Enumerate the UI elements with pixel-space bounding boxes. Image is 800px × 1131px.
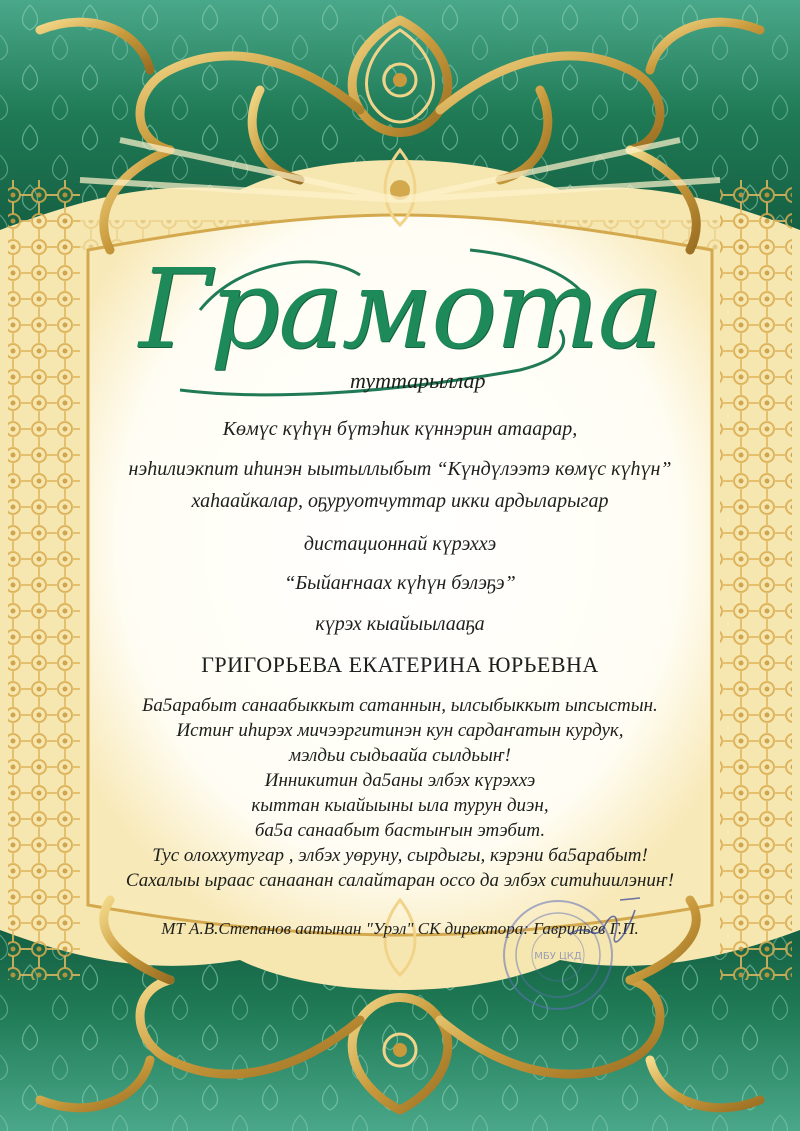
- intro-line-6: күрэх кыайыылааҕа: [315, 613, 485, 635]
- intro-line-5: “Быйаҥнаах күһүн бэлэҕэ”: [284, 572, 516, 594]
- signature-mark: [565, 890, 645, 960]
- svg-text:МБУ ЦКД: МБУ ЦКД: [534, 951, 582, 962]
- poem-line-7: Тус олоххутугар , элбэх уөруну, сырдыгы, кэрэни ба5арабыт!: [152, 845, 648, 866]
- intro-line-2: нэһилиэкпит иһинэн ыытыллыбыт “Күндүлээтэ көмүс күһүн”: [128, 458, 672, 480]
- poem-line-1: Ба5арабыт санаабыккыт сатаннын, ылсыбыккыт ыпсыстын.: [142, 695, 658, 716]
- poem-line-3: мэлдьи сыдьаайа сылдьыҥ!: [289, 745, 511, 766]
- intro-line-4: дистационнай күрэххэ: [303, 533, 497, 555]
- poem-line-6: ба5а санаабыт бастыҥын этэбит.: [254, 820, 546, 841]
- director-signature-line: МТ А.В.Степанов аатынан "Урэл" СК директора: Гаврильев Г.П.: [161, 919, 639, 938]
- poem-line-4: Инникитин да5аны элбэх күрэххэ: [264, 770, 536, 791]
- poem-line-5: кыттан кыайыыны ыла турун диэн,: [251, 795, 549, 816]
- intro-line-3: хаһаайкалар, оҕуруотчуттар икки ардыларыгар: [191, 490, 609, 512]
- recipient-name: ГРИГОРЬЕВА ЕКАТЕРИНА ЮРЬЕВНА: [201, 652, 599, 677]
- intro-line-1: Көмүс күһүн бүтэһик күннэрин атаарар,: [222, 418, 578, 440]
- certificate-title: Грамота: [138, 245, 662, 373]
- poem-line-8: Сахалыы ыраас санаанан салайтаран оссо да элбэх ситиһиилэниҥ!: [125, 870, 675, 891]
- certificate-subtitle: туттарыллар: [350, 368, 486, 393]
- poem-line-2: Истиҥ иһирэх мичээргитинэн кун сардаҥатын курдук,: [176, 720, 624, 741]
